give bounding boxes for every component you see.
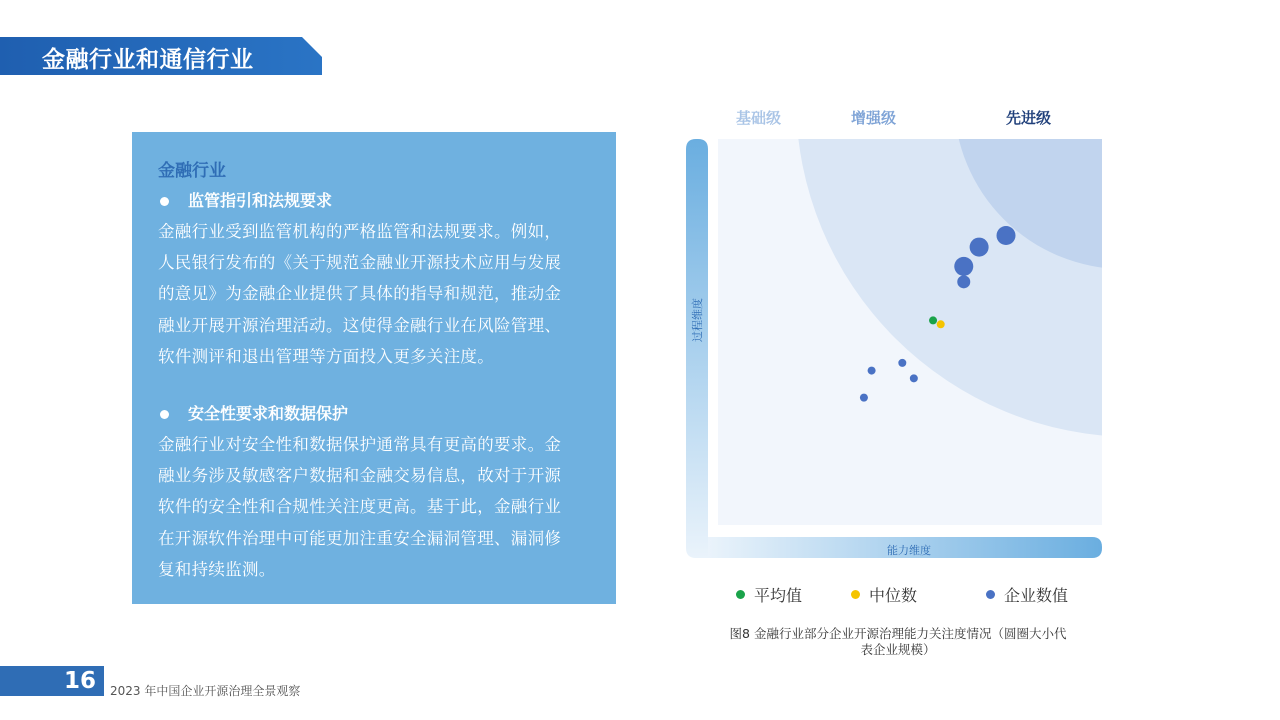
- bullet-title: [158, 188, 590, 214]
- text-panel: [132, 132, 616, 604]
- section-title: 金融行业和通信行业: [42, 47, 254, 73]
- data-point: [937, 320, 945, 328]
- caption-line: 表企业规模）: [860, 642, 936, 657]
- bullet-title-text: 安全性要求和数据保护: [188, 404, 349, 424]
- paragraph-line: 融业务涉及敏感客户数据和金融交易信息，故对于开源: [158, 466, 562, 486]
- bullet-title: [158, 401, 590, 427]
- legend-item-median: [851, 583, 917, 606]
- figure-caption: [680, 626, 1116, 658]
- paragraph-line: 金融行业对安全性和数据保护通常具有更高的要求。金: [158, 435, 562, 455]
- bullet-icon: [160, 410, 169, 419]
- level-label-basic: 基础级: [736, 109, 782, 127]
- paragraph-line: 的意见》为金融企业提供了具体的指导和规范，推动金: [158, 284, 562, 304]
- data-point: [898, 359, 906, 367]
- chart-svg: [680, 100, 1120, 570]
- section-banner: [0, 37, 322, 75]
- report-title: 2023 年中国企业开源治理全景观察: [110, 684, 301, 698]
- level-label-advanced: 先进级: [1006, 109, 1052, 127]
- data-point: [910, 374, 918, 382]
- legend-label: 平均值: [754, 586, 803, 605]
- paragraph-line: 融业开展开源治理活动。这使得金融行业在风险管理、: [158, 315, 562, 335]
- page-number: 16: [64, 668, 97, 694]
- data-point: [997, 226, 1016, 245]
- paragraph-line: 人民银行发布的《关于规范金融业开源技术应用与发展: [158, 253, 562, 273]
- legend-item-average: [736, 583, 802, 606]
- legend-label: 企业数值: [1004, 586, 1069, 605]
- data-point: [957, 275, 970, 288]
- level-label-enhanced: 增强级: [851, 109, 897, 127]
- paragraph-line: 在开源软件治理中可能更加注重安全漏洞管理、漏洞修: [158, 528, 562, 548]
- caption-line: 图8 金融行业部分企业开源治理能力关注度情况（圆圈大小代: [729, 626, 1067, 641]
- data-point: [868, 367, 876, 375]
- data-point: [970, 238, 989, 257]
- data-point: [954, 257, 973, 276]
- panel-heading: 金融行业: [158, 161, 226, 181]
- x-axis-label: 能力维度: [887, 545, 931, 557]
- data-point: [929, 316, 937, 324]
- bullet-title-text: 监管指引和法规要求: [188, 191, 333, 210]
- paragraph-line: 软件测评和退出管理等方面投入更多关注度。: [158, 346, 494, 366]
- paragraph-line: 软件的安全性和合规性关注度更高。基于此，金融行业: [158, 497, 562, 517]
- legend-item-enterprise: [986, 583, 1068, 606]
- paragraph-line: 金融行业受到监管机构的严格监管和法规要求。例如，: [158, 222, 562, 241]
- legend-dot-icon: [986, 590, 995, 599]
- paragraph-line: 复和持续监测。: [158, 559, 276, 579]
- y-axis-label: 过程维度: [692, 298, 704, 342]
- legend-dot-icon: [736, 590, 745, 599]
- legend-dot-icon: [851, 590, 860, 599]
- paragraph: [158, 216, 590, 372]
- paragraph: [158, 429, 590, 585]
- capability-chart: [680, 100, 1120, 660]
- data-point: [860, 394, 868, 402]
- spacer: [158, 372, 590, 401]
- legend-label: 中位数: [869, 586, 918, 605]
- bullet-icon: [160, 197, 169, 206]
- chart-legend: [680, 583, 1120, 607]
